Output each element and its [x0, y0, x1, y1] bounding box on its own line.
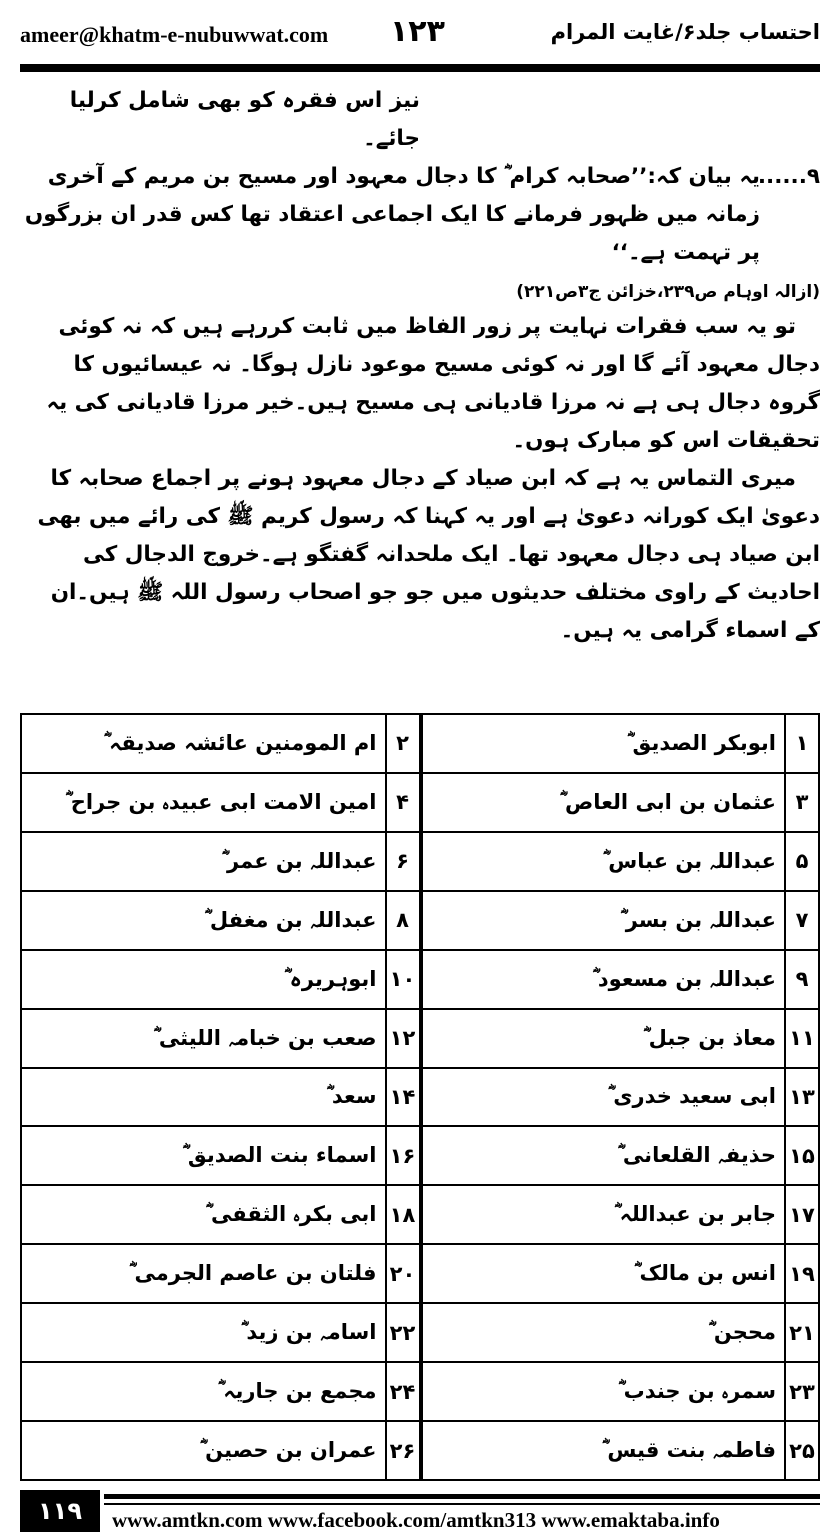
narrator-name: حذیفہ القلعانی ؓ [421, 1126, 786, 1185]
narrator-number: ۷ [785, 891, 819, 950]
paragraph-1: تو یہ سب فقرات نہایت پر زور الفاظ میں ثابت کررہے ہیں کہ نہ کوئی دجال معہود آئے گا اور نہ کوئی مسیح موعود نازل ہوگا۔ نہ عیسائیوں کا گروہ دجال ہی ہے نہ مرزا قادیانی ہی مسیح ہیں۔خیر مرزا قادیانی کی یہ تحقیقات اس کو مبارک ہوں۔ [46, 314, 820, 453]
narrator-number: ۲۶ [386, 1421, 421, 1480]
narrator-name: عبداللہ بن بسر ؓ [421, 891, 786, 950]
narrator-name: فلتان بن عاصم الجرمی ؓ [21, 1244, 386, 1303]
narrator-number: ۴ [386, 773, 421, 832]
narrator-number: ۶ [386, 832, 421, 891]
header-book-title: احتساب جلد۶/غایت المرام [550, 20, 820, 44]
narrator-name: سمرہ بن جندب ؓ [421, 1362, 786, 1421]
item-9-text: یہ بیان کہ:’’صحابہ کرام ؓ کا دجال معہود اور مسیح بن مریم کے آخری زمانہ میں ظہور فرمانے کا ایک اجماعی اعتقاد تھا کس قدر ان بزرگوں پر تہمت ہے۔‘‘ [24, 164, 760, 265]
table-row [21, 1009, 819, 1068]
table-row [21, 1303, 819, 1362]
header-email: ameer@khatm-e-nubuwwat.com [20, 22, 329, 47]
narrators-table [20, 713, 820, 1481]
narrator-number: ۹ [785, 950, 819, 1009]
narrator-number: ۲۳ [785, 1362, 819, 1421]
narrator-number: ۲۰ [386, 1244, 421, 1303]
narrator-number: ۲۴ [386, 1362, 421, 1421]
reference-citation: (ازالہ اوہام ص۲۳۹،خزائن ج۳ص۲۲۱) [516, 282, 820, 302]
page-footer [20, 1490, 820, 1540]
narrator-name: امین الامت ابی عبیدہ بن جراح ؓ [21, 773, 386, 832]
narrator-number: ۱۸ [386, 1185, 421, 1244]
narrator-name: محجن ؓ [421, 1303, 786, 1362]
narrator-name: جابر بن عبداللہ ؓ [421, 1185, 786, 1244]
header-rule [20, 64, 820, 72]
table-row [21, 1068, 819, 1127]
narrator-name: ابوہریرہ ؓ [21, 950, 386, 1009]
footer-rule-thin [104, 1503, 820, 1505]
footer-rule-thick [104, 1494, 820, 1499]
narrator-number: ۲ [386, 714, 421, 773]
table-row [21, 891, 819, 950]
narrator-number: ۱۵ [785, 1126, 819, 1185]
table-row [21, 714, 819, 773]
narrator-number: ۵ [785, 832, 819, 891]
narrator-name: مجمع بن جاریہ ؓ [21, 1362, 386, 1421]
narrator-name: ام المومنین عائشہ صدیقہ ؓ [21, 714, 386, 773]
page-header [20, 14, 820, 64]
narrator-number: ۳ [785, 773, 819, 832]
narrator-name: عثمان بن ابی العاص ؓ [421, 773, 786, 832]
table-row [21, 1185, 819, 1244]
narrator-name: معاذ بن جبل ؓ [421, 1009, 786, 1068]
narrator-name: اسامہ بن زید ؓ [21, 1303, 386, 1362]
narrator-name: صعب بن خبامہ اللیثی ؓ [21, 1009, 386, 1068]
narrator-name: عبداللہ بن عباس ؓ [421, 832, 786, 891]
footer-page-number: ۱۱۹ [20, 1490, 100, 1532]
narrator-number: ۲۵ [785, 1421, 819, 1480]
narrator-name: اسماء بنت الصدیق ؓ [21, 1126, 386, 1185]
narrator-number: ۱۰ [386, 950, 421, 1009]
narrator-number: ۱۲ [386, 1009, 421, 1068]
table-row [21, 950, 819, 1009]
narrator-number: ۲۲ [386, 1303, 421, 1362]
narrator-name: سعد ؓ [21, 1068, 386, 1127]
narrator-name: انس بن مالک ؓ [421, 1244, 786, 1303]
narrator-name: عبداللہ بن مسعود ؓ [421, 950, 786, 1009]
table-row [21, 1362, 819, 1421]
narrator-name: ابی بکرہ الثقفی ؓ [21, 1185, 386, 1244]
table-row [21, 1421, 819, 1480]
narrator-name: ابوبکر الصدیق ؓ [421, 714, 786, 773]
table-row [21, 1244, 819, 1303]
item-9-number: ۹...... [757, 164, 820, 189]
narrator-number: ۱ [785, 714, 819, 773]
narrator-name: ابی سعید خدری ؓ [421, 1068, 786, 1127]
narrator-number: ۱۱ [785, 1009, 819, 1068]
item-9 [20, 158, 820, 272]
narrator-number: ۱۳ [785, 1068, 819, 1127]
narrator-name: عبداللہ بن عمر ؓ [21, 832, 386, 891]
paragraph-2: میری التماس یہ ہے کہ ابن صیاد کے دجال معہود ہونے پر اجماع صحابہ کا دعویٰ ایک کورانہ دعویٰ ہے اور یہ کہنا کہ رسول کریم ﷺ کی رائے میں بھی ابن صیاد ہی دجال معہود تھا۔ ایک ملحدانہ گفتگو ہے۔خروج الدجال کی احادیث کے راوی مختلف حدیثوں میں جو جو اصحاب رسول اللہ ﷺ ہیں۔ان کے اسماء گرامی یہ ہیں۔ [37, 466, 820, 643]
narrator-name: فاطمہ بنت قیس ؓ [421, 1421, 786, 1480]
narrator-number: ۸ [386, 891, 421, 950]
table-row [21, 773, 819, 832]
narrator-number: ۱۷ [785, 1185, 819, 1244]
narrator-name: عبداللہ بن مغفل ؓ [21, 891, 386, 950]
narrator-name: عمران بن حصین ؓ [21, 1421, 386, 1480]
intro-line: نیز اس فقرہ کو بھی شامل کرلیا جائے۔ [69, 88, 420, 151]
narrator-number: ۱۹ [785, 1244, 819, 1303]
footer-urls: www.amtkn.com www.facebook.com/amtkn313 www.emaktaba.info [112, 1508, 720, 1532]
header-page-number: ۱۲۳ [390, 14, 445, 49]
narrator-number: ۲۱ [785, 1303, 819, 1362]
narrator-number: ۱۴ [386, 1068, 421, 1127]
table-row [21, 1126, 819, 1185]
table-row [21, 832, 819, 891]
body-text [20, 82, 820, 650]
narrator-number: ۱۶ [386, 1126, 421, 1185]
